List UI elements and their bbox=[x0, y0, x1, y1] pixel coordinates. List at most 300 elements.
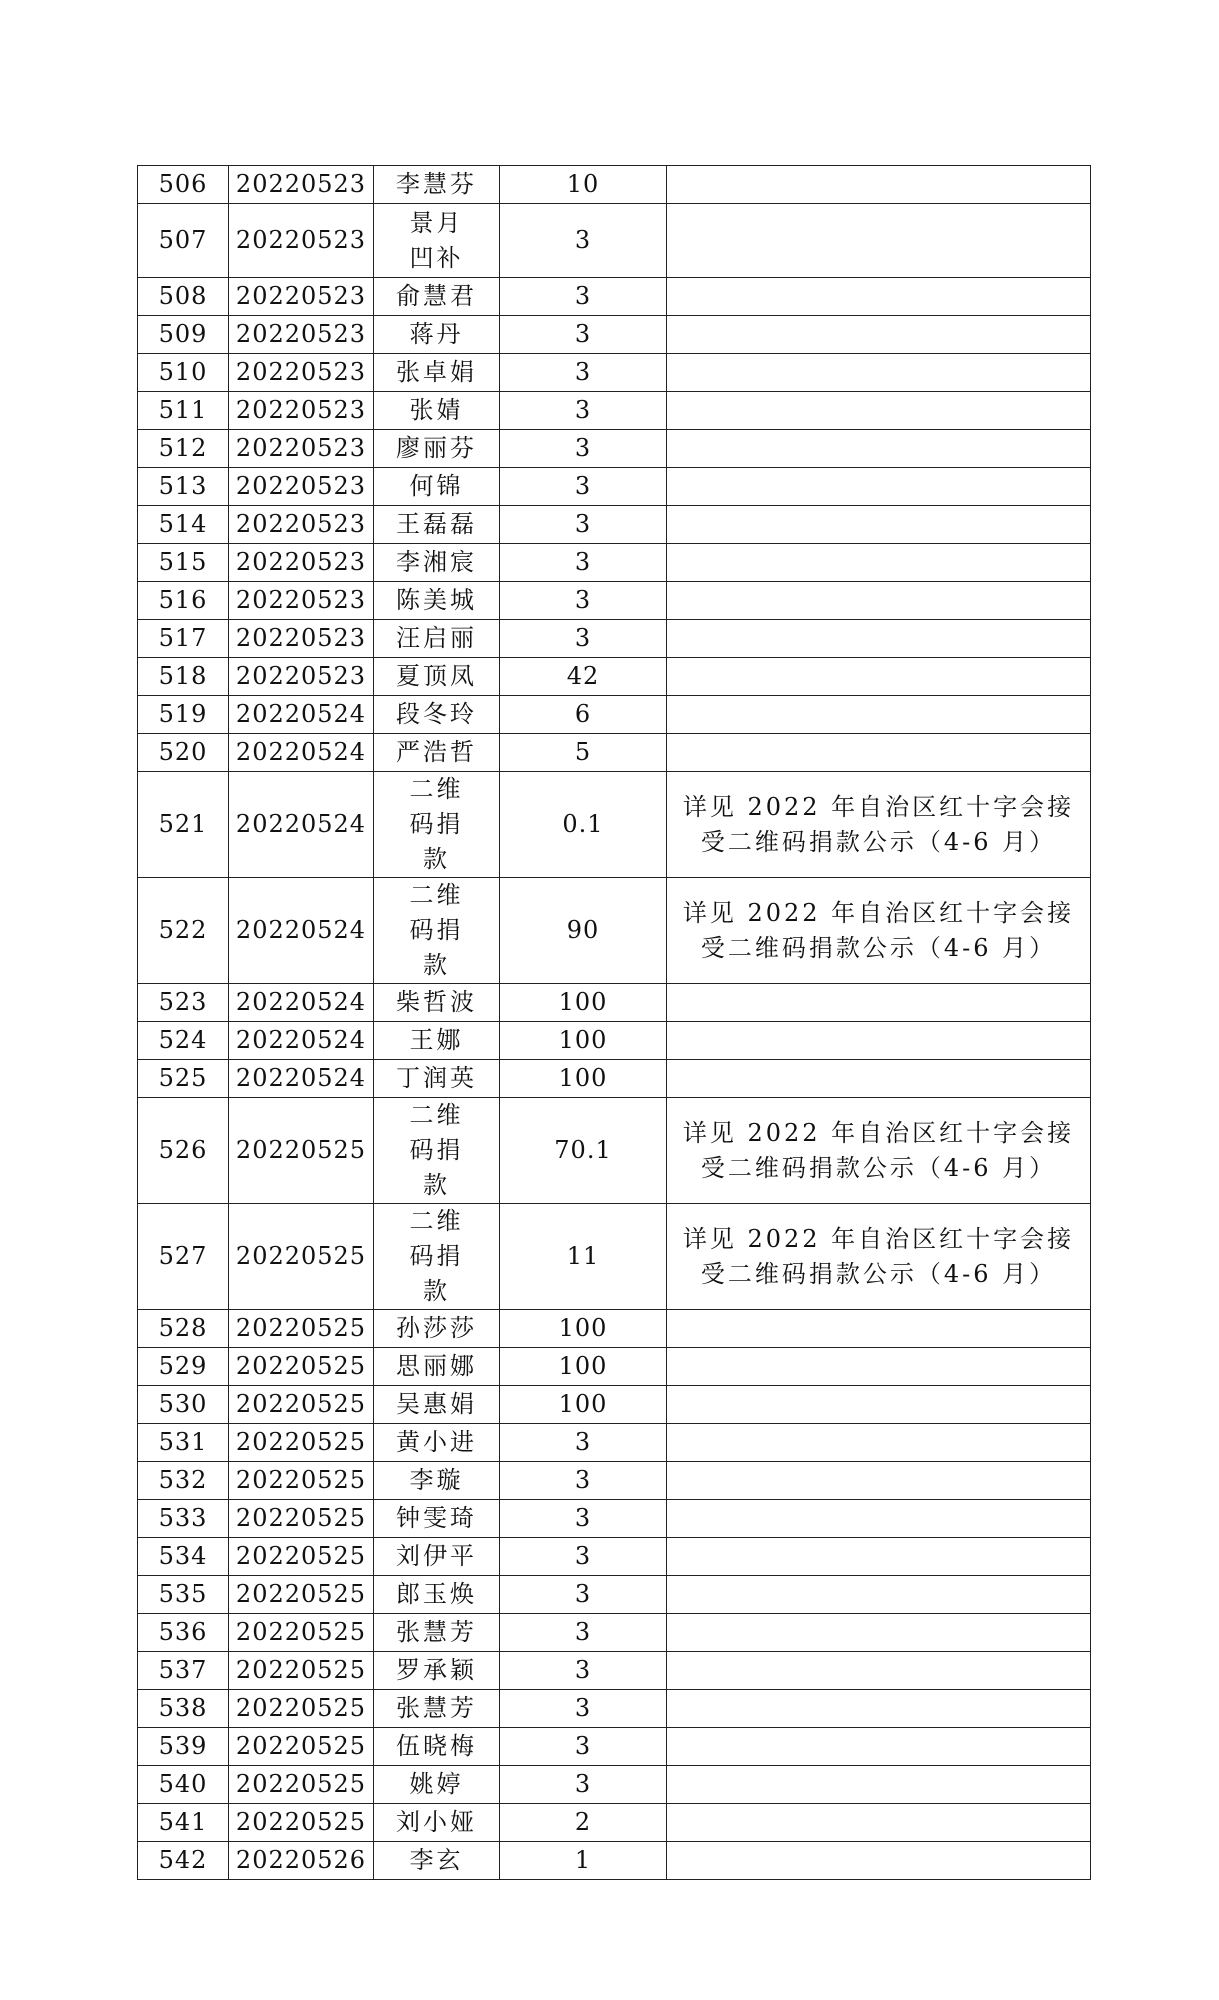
amount-cell bbox=[500, 984, 667, 1022]
donor-name-text: 二维码捐款 bbox=[409, 775, 464, 873]
amount-cell bbox=[500, 1728, 667, 1766]
note-cell bbox=[667, 1386, 1091, 1424]
donation-table bbox=[137, 165, 1091, 1880]
donor-name-cell bbox=[374, 582, 500, 620]
note-cell bbox=[667, 1576, 1091, 1614]
date-cell bbox=[229, 620, 374, 658]
row-number-text: 541 bbox=[158, 1808, 208, 1836]
row-number-cell bbox=[138, 1576, 229, 1614]
date-cell bbox=[229, 658, 374, 696]
date-cell bbox=[229, 1576, 374, 1614]
amount-cell bbox=[500, 1652, 667, 1690]
donor-name-cell bbox=[374, 1538, 500, 1576]
donor-name-cell bbox=[374, 1204, 500, 1310]
table-row bbox=[138, 278, 1091, 316]
row-number-cell bbox=[138, 1348, 229, 1386]
table-row bbox=[138, 696, 1091, 734]
amount-cell bbox=[500, 1462, 667, 1500]
table-row bbox=[138, 468, 1091, 506]
date-text: 20220525 bbox=[235, 1314, 367, 1342]
date-text: 20220525 bbox=[235, 1618, 367, 1646]
note-cell bbox=[667, 506, 1091, 544]
table-row bbox=[138, 1576, 1091, 1614]
amount-text: 3 bbox=[574, 510, 592, 538]
donor-name-cell bbox=[374, 1652, 500, 1690]
donor-name-text: 李湘宸 bbox=[396, 548, 477, 576]
row-number-text: 540 bbox=[158, 1770, 208, 1798]
table-row bbox=[138, 658, 1091, 696]
note-cell bbox=[667, 1614, 1091, 1652]
donor-name-text: 黄小进 bbox=[396, 1428, 477, 1456]
amount-cell bbox=[500, 1424, 667, 1462]
donor-name-cell bbox=[374, 1728, 500, 1766]
amount-cell bbox=[500, 468, 667, 506]
note-cell bbox=[667, 1348, 1091, 1386]
donor-name-cell bbox=[374, 544, 500, 582]
note-text: 详见 2022 年自治区红十字会接受二维码捐款公示（4-6 月） bbox=[682, 1224, 1075, 1288]
row-number-cell bbox=[138, 734, 229, 772]
donor-name-cell bbox=[374, 1310, 500, 1348]
donor-name-cell bbox=[374, 316, 500, 354]
row-number-cell bbox=[138, 354, 229, 392]
amount-text: 3 bbox=[574, 358, 592, 386]
note-cell bbox=[667, 1766, 1091, 1804]
row-number-cell bbox=[138, 204, 229, 278]
row-number-text: 520 bbox=[158, 738, 208, 766]
amount-cell bbox=[500, 696, 667, 734]
amount-text: 10 bbox=[566, 170, 600, 198]
amount-text: 2 bbox=[574, 1808, 592, 1836]
amount-cell bbox=[500, 1310, 667, 1348]
row-number-text: 530 bbox=[158, 1390, 208, 1418]
date-text: 20220525 bbox=[235, 1770, 367, 1798]
amount-cell bbox=[500, 430, 667, 468]
date-cell bbox=[229, 1804, 374, 1842]
amount-text: 70.1 bbox=[554, 1136, 612, 1164]
row-number-cell bbox=[138, 1424, 229, 1462]
date-cell bbox=[229, 1386, 374, 1424]
amount-cell bbox=[500, 1060, 667, 1098]
note-cell bbox=[667, 772, 1091, 878]
donor-name-text: 罗承颖 bbox=[396, 1656, 477, 1684]
donor-name-text: 二维码捐款 bbox=[409, 1207, 464, 1305]
row-number-text: 508 bbox=[158, 282, 208, 310]
row-number-text: 512 bbox=[158, 434, 208, 462]
amount-text: 6 bbox=[574, 700, 592, 728]
amount-text: 100 bbox=[558, 1390, 608, 1418]
amount-text: 11 bbox=[566, 1242, 600, 1270]
date-text: 20220525 bbox=[235, 1542, 367, 1570]
donor-name-text: 汪启丽 bbox=[396, 624, 477, 652]
amount-text: 3 bbox=[574, 226, 592, 254]
note-cell bbox=[667, 1462, 1091, 1500]
date-cell bbox=[229, 1060, 374, 1098]
table-row bbox=[138, 734, 1091, 772]
amount-cell bbox=[500, 734, 667, 772]
note-cell bbox=[667, 734, 1091, 772]
table-row bbox=[138, 204, 1091, 278]
donor-name-cell bbox=[374, 392, 500, 430]
amount-text: 100 bbox=[558, 1352, 608, 1380]
donor-name-text: 张婧 bbox=[409, 396, 464, 424]
row-number-text: 531 bbox=[158, 1428, 208, 1456]
donor-name-cell bbox=[374, 1060, 500, 1098]
date-cell bbox=[229, 1204, 374, 1310]
amount-cell bbox=[500, 1538, 667, 1576]
row-number-cell bbox=[138, 984, 229, 1022]
donor-name-text: 景月凹补 bbox=[409, 208, 464, 272]
date-cell bbox=[229, 544, 374, 582]
date-text: 20220523 bbox=[235, 472, 367, 500]
date-text: 20220524 bbox=[235, 988, 367, 1016]
donor-name-text: 钟雯琦 bbox=[396, 1504, 477, 1532]
donor-name-cell bbox=[374, 1690, 500, 1728]
amount-cell bbox=[500, 1842, 667, 1880]
date-text: 20220525 bbox=[235, 1732, 367, 1760]
donor-name-text: 吴惠娟 bbox=[396, 1390, 477, 1418]
amount-cell bbox=[500, 1690, 667, 1728]
date-text: 20220525 bbox=[235, 1136, 367, 1164]
row-number-cell bbox=[138, 166, 229, 204]
donor-name-text: 俞慧君 bbox=[396, 282, 477, 310]
note-cell bbox=[667, 1098, 1091, 1204]
note-cell bbox=[667, 1728, 1091, 1766]
date-text: 20220525 bbox=[235, 1694, 367, 1722]
table-row bbox=[138, 1614, 1091, 1652]
note-cell bbox=[667, 1690, 1091, 1728]
donor-name-text: 丁润英 bbox=[396, 1064, 477, 1092]
note-cell bbox=[667, 696, 1091, 734]
date-cell bbox=[229, 1500, 374, 1538]
note-cell bbox=[667, 1022, 1091, 1060]
donor-name-cell bbox=[374, 1766, 500, 1804]
amount-text: 3 bbox=[574, 434, 592, 462]
row-number-cell bbox=[138, 658, 229, 696]
date-cell bbox=[229, 984, 374, 1022]
date-cell bbox=[229, 354, 374, 392]
note-cell bbox=[667, 1204, 1091, 1310]
note-text: 详见 2022 年自治区红十字会接受二维码捐款公示（4-6 月） bbox=[682, 1118, 1075, 1182]
donor-name-cell bbox=[374, 620, 500, 658]
amount-text: 3 bbox=[574, 1580, 592, 1608]
amount-cell bbox=[500, 1500, 667, 1538]
row-number-cell bbox=[138, 1652, 229, 1690]
row-number-cell bbox=[138, 430, 229, 468]
row-number-text: 516 bbox=[158, 586, 208, 614]
table-row bbox=[138, 506, 1091, 544]
donor-name-text: 李璇 bbox=[409, 1466, 464, 1494]
note-cell bbox=[667, 1060, 1091, 1098]
note-cell bbox=[667, 984, 1091, 1022]
donor-name-cell bbox=[374, 1576, 500, 1614]
table-row bbox=[138, 1462, 1091, 1500]
amount-text: 3 bbox=[574, 320, 592, 348]
amount-cell bbox=[500, 658, 667, 696]
table-row bbox=[138, 1348, 1091, 1386]
amount-text: 100 bbox=[558, 1314, 608, 1342]
date-text: 20220523 bbox=[235, 624, 367, 652]
donor-name-cell bbox=[374, 1804, 500, 1842]
amount-text: 3 bbox=[574, 1466, 592, 1494]
row-number-text: 527 bbox=[158, 1242, 208, 1270]
row-number-cell bbox=[138, 1614, 229, 1652]
row-number-cell bbox=[138, 1204, 229, 1310]
donor-name-cell bbox=[374, 1424, 500, 1462]
note-cell bbox=[667, 1842, 1091, 1880]
row-number-cell bbox=[138, 1538, 229, 1576]
amount-text: 100 bbox=[558, 1064, 608, 1092]
table-row bbox=[138, 1538, 1091, 1576]
date-cell bbox=[229, 1310, 374, 1348]
amount-cell bbox=[500, 772, 667, 878]
date-cell bbox=[229, 1652, 374, 1690]
date-cell bbox=[229, 1842, 374, 1880]
donor-name-text: 刘伊平 bbox=[396, 1542, 477, 1570]
date-text: 20220524 bbox=[235, 1064, 367, 1092]
row-number-text: 507 bbox=[158, 226, 208, 254]
date-text: 20220525 bbox=[235, 1580, 367, 1608]
donor-name-text: 王磊磊 bbox=[396, 510, 477, 538]
donor-name-text: 蒋丹 bbox=[409, 320, 464, 348]
row-number-cell bbox=[138, 696, 229, 734]
note-cell bbox=[667, 878, 1091, 984]
row-number-text: 511 bbox=[158, 396, 208, 424]
table-row bbox=[138, 354, 1091, 392]
row-number-text: 536 bbox=[158, 1618, 208, 1646]
note-cell bbox=[667, 1804, 1091, 1842]
note-cell bbox=[667, 1424, 1091, 1462]
amount-cell bbox=[500, 1204, 667, 1310]
date-text: 20220525 bbox=[235, 1428, 367, 1456]
table-row bbox=[138, 772, 1091, 878]
amount-cell bbox=[500, 1022, 667, 1060]
amount-text: 1 bbox=[574, 1846, 592, 1874]
donor-name-cell bbox=[374, 1462, 500, 1500]
date-text: 20220523 bbox=[235, 358, 367, 386]
amount-cell bbox=[500, 1386, 667, 1424]
row-number-cell bbox=[138, 392, 229, 430]
date-text: 20220524 bbox=[235, 810, 367, 838]
amount-text: 90 bbox=[566, 916, 600, 944]
note-text: 详见 2022 年自治区红十字会接受二维码捐款公示（4-6 月） bbox=[682, 898, 1075, 962]
date-text: 20220523 bbox=[235, 548, 367, 576]
donor-name-text: 刘小娅 bbox=[396, 1808, 477, 1836]
row-number-text: 519 bbox=[158, 700, 208, 728]
amount-cell bbox=[500, 354, 667, 392]
donor-name-text: 孙莎莎 bbox=[396, 1314, 477, 1342]
date-text: 20220526 bbox=[235, 1846, 367, 1874]
amount-text: 3 bbox=[574, 1428, 592, 1456]
donor-name-text: 陈美城 bbox=[396, 586, 477, 614]
donor-name-text: 段冬玲 bbox=[396, 700, 477, 728]
table-row bbox=[138, 1022, 1091, 1060]
amount-text: 3 bbox=[574, 1770, 592, 1798]
donor-name-cell bbox=[374, 1500, 500, 1538]
donor-name-cell bbox=[374, 1614, 500, 1652]
amount-cell bbox=[500, 204, 667, 278]
row-number-text: 537 bbox=[158, 1656, 208, 1684]
amount-text: 3 bbox=[574, 586, 592, 614]
donor-name-cell bbox=[374, 1098, 500, 1204]
row-number-text: 539 bbox=[158, 1732, 208, 1760]
amount-text: 3 bbox=[574, 1732, 592, 1760]
row-number-text: 514 bbox=[158, 510, 208, 538]
table-row bbox=[138, 1690, 1091, 1728]
table-row bbox=[138, 1804, 1091, 1842]
donor-name-cell bbox=[374, 354, 500, 392]
amount-cell bbox=[500, 1804, 667, 1842]
table-row bbox=[138, 1842, 1091, 1880]
note-cell bbox=[667, 620, 1091, 658]
row-number-cell bbox=[138, 1728, 229, 1766]
date-cell bbox=[229, 1614, 374, 1652]
row-number-text: 524 bbox=[158, 1026, 208, 1054]
row-number-text: 532 bbox=[158, 1466, 208, 1494]
row-number-cell bbox=[138, 582, 229, 620]
date-cell bbox=[229, 878, 374, 984]
amount-cell bbox=[500, 166, 667, 204]
donor-name-cell bbox=[374, 430, 500, 468]
row-number-cell bbox=[138, 506, 229, 544]
donor-name-cell bbox=[374, 506, 500, 544]
donor-name-cell bbox=[374, 278, 500, 316]
note-cell bbox=[667, 582, 1091, 620]
date-cell bbox=[229, 316, 374, 354]
note-cell bbox=[667, 354, 1091, 392]
donor-name-cell bbox=[374, 878, 500, 984]
donor-name-cell bbox=[374, 1022, 500, 1060]
amount-text: 3 bbox=[574, 548, 592, 576]
amount-text: 0.1 bbox=[562, 810, 604, 838]
date-text: 20220523 bbox=[235, 586, 367, 614]
date-cell bbox=[229, 1690, 374, 1728]
row-number-text: 515 bbox=[158, 548, 208, 576]
donor-name-text: 廖丽芬 bbox=[396, 434, 477, 462]
amount-cell bbox=[500, 392, 667, 430]
note-cell bbox=[667, 166, 1091, 204]
amount-text: 3 bbox=[574, 396, 592, 424]
amount-cell bbox=[500, 582, 667, 620]
amount-text: 3 bbox=[574, 1618, 592, 1646]
date-cell bbox=[229, 696, 374, 734]
donor-name-text: 伍晓梅 bbox=[396, 1732, 477, 1760]
row-number-text: 528 bbox=[158, 1314, 208, 1342]
row-number-cell bbox=[138, 1386, 229, 1424]
date-cell bbox=[229, 734, 374, 772]
table-row bbox=[138, 1060, 1091, 1098]
donor-name-text: 李玄 bbox=[409, 1846, 464, 1874]
row-number-text: 521 bbox=[158, 810, 208, 838]
row-number-cell bbox=[138, 1500, 229, 1538]
note-text: 详见 2022 年自治区红十字会接受二维码捐款公示（4-6 月） bbox=[682, 792, 1075, 856]
date-text: 20220523 bbox=[235, 662, 367, 690]
note-cell bbox=[667, 1538, 1091, 1576]
amount-text: 3 bbox=[574, 1542, 592, 1570]
date-text: 20220523 bbox=[235, 434, 367, 462]
date-text: 20220524 bbox=[235, 738, 367, 766]
donor-name-text: 张慧芳 bbox=[396, 1618, 477, 1646]
donor-name-text: 二维码捐款 bbox=[409, 881, 464, 979]
date-text: 20220523 bbox=[235, 320, 367, 348]
date-text: 20220523 bbox=[235, 510, 367, 538]
row-number-text: 529 bbox=[158, 1352, 208, 1380]
amount-cell bbox=[500, 316, 667, 354]
table-body bbox=[138, 166, 1091, 1880]
table-row bbox=[138, 984, 1091, 1022]
date-cell bbox=[229, 582, 374, 620]
row-number-text: 525 bbox=[158, 1064, 208, 1092]
date-text: 20220523 bbox=[235, 226, 367, 254]
table-row bbox=[138, 316, 1091, 354]
row-number-text: 533 bbox=[158, 1504, 208, 1532]
date-cell bbox=[229, 1728, 374, 1766]
amount-cell bbox=[500, 506, 667, 544]
row-number-cell bbox=[138, 1098, 229, 1204]
amount-cell bbox=[500, 620, 667, 658]
amount-text: 5 bbox=[574, 738, 592, 766]
date-text: 20220523 bbox=[235, 170, 367, 198]
row-number-text: 513 bbox=[158, 472, 208, 500]
note-cell bbox=[667, 1652, 1091, 1690]
table-row bbox=[138, 620, 1091, 658]
table-row bbox=[138, 1310, 1091, 1348]
date-text: 20220524 bbox=[235, 700, 367, 728]
table-row bbox=[138, 544, 1091, 582]
date-cell bbox=[229, 204, 374, 278]
row-number-cell bbox=[138, 1462, 229, 1500]
row-number-cell bbox=[138, 772, 229, 878]
row-number-cell bbox=[138, 620, 229, 658]
date-text: 20220523 bbox=[235, 396, 367, 424]
amount-cell bbox=[500, 1766, 667, 1804]
date-text: 20220524 bbox=[235, 916, 367, 944]
row-number-text: 535 bbox=[158, 1580, 208, 1608]
amount-text: 3 bbox=[574, 1656, 592, 1684]
amount-cell bbox=[500, 544, 667, 582]
row-number-cell bbox=[138, 1310, 229, 1348]
note-cell bbox=[667, 204, 1091, 278]
amount-text: 3 bbox=[574, 282, 592, 310]
donor-name-text: 张卓娟 bbox=[396, 358, 477, 386]
table-row bbox=[138, 430, 1091, 468]
amount-cell bbox=[500, 878, 667, 984]
donor-name-text: 张慧芳 bbox=[396, 1694, 477, 1722]
donor-name-text: 姚婷 bbox=[409, 1770, 464, 1798]
row-number-cell bbox=[138, 878, 229, 984]
amount-cell bbox=[500, 1098, 667, 1204]
amount-cell bbox=[500, 1348, 667, 1386]
donor-name-text: 二维码捐款 bbox=[409, 1101, 464, 1199]
row-number-text: 523 bbox=[158, 988, 208, 1016]
row-number-cell bbox=[138, 1842, 229, 1880]
note-cell bbox=[667, 544, 1091, 582]
date-cell bbox=[229, 278, 374, 316]
table-row bbox=[138, 1424, 1091, 1462]
row-number-text: 542 bbox=[158, 1846, 208, 1874]
date-cell bbox=[229, 468, 374, 506]
date-text: 20220525 bbox=[235, 1390, 367, 1418]
row-number-cell bbox=[138, 468, 229, 506]
row-number-text: 538 bbox=[158, 1694, 208, 1722]
donor-name-text: 夏顶凤 bbox=[396, 662, 477, 690]
donor-name-cell bbox=[374, 468, 500, 506]
table-row bbox=[138, 878, 1091, 984]
amount-text: 3 bbox=[574, 1694, 592, 1722]
date-text: 20220525 bbox=[235, 1808, 367, 1836]
row-number-text: 506 bbox=[158, 170, 208, 198]
date-text: 20220525 bbox=[235, 1504, 367, 1532]
table-row bbox=[138, 1652, 1091, 1690]
